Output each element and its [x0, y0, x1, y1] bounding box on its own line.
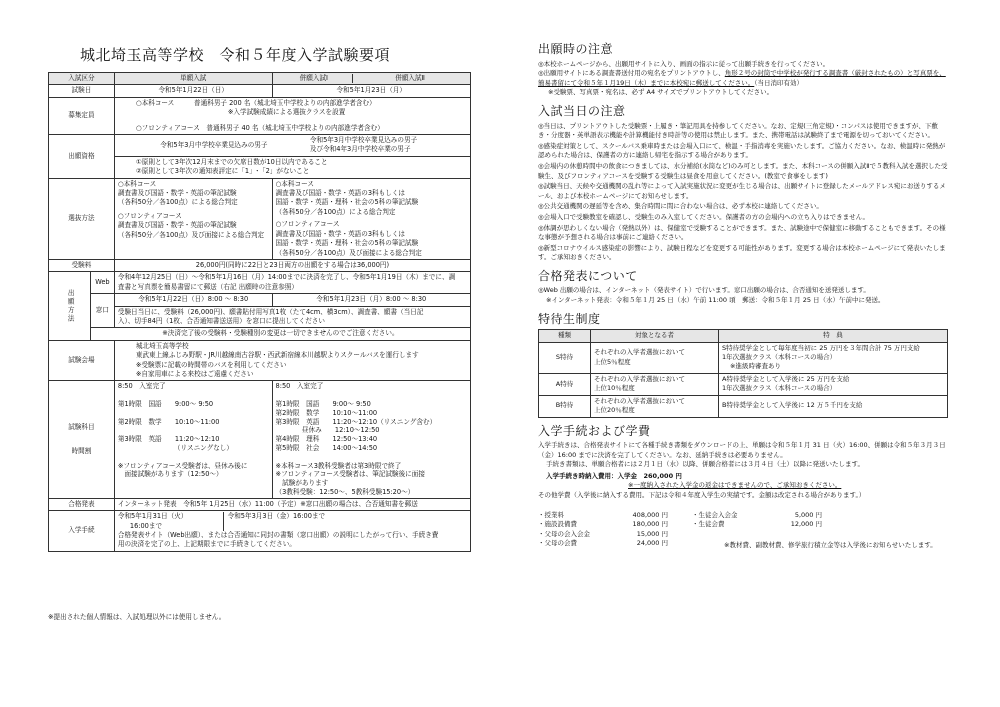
qualification-combo2: 令和5年3月中学校卒業見込みの男子: [309, 136, 418, 145]
fee-name: ・生徒会入会金: [692, 510, 738, 519]
fee-amount: 180,000 円: [632, 520, 668, 529]
section-title: 特待生制度: [538, 311, 601, 326]
paragraph: ※受験票、写真票・宛名は、必ず A4 サイズでプリントアウトしてください。: [548, 88, 774, 97]
list-line: 試験があります: [275, 479, 329, 488]
venue-line: 城北埼玉高等学校: [135, 341, 189, 350]
list-line: ◎新型コロナウイルス感染症の影響により、試験日程などを変更する可能性があります。変更する場合は本校ホームページにて発表いたします。ご承知おきください。: [538, 243, 946, 262]
list-line: ◎感染症対策として、スクールバス乗車時または会場入口にて、検温・手指消毒を実施いたします。ご協力ください。なお、検温時に発熱が認められた場合は、保護者の方に連絡し帰宅を指示する場合があります。: [538, 141, 946, 160]
apply-window-line: 受験日当日に、受験料（26,000円)、願書貼付用写真1枚（たて4cm、横3cm）、調査書、願書（当日記: [117, 307, 424, 316]
section-title: 入学手続および学費: [538, 423, 651, 438]
quota-content: [114, 97, 470, 134]
qualification-content: [114, 135, 470, 157]
text: ※進級時審査あり: [730, 362, 781, 371]
fee-amount: 5,000 円: [794, 510, 822, 519]
quota-line: ○本科コース 普通科男子 200 名（城北埼玉中学校よりの内部進学者含む）: [135, 98, 376, 107]
apply-warning: ※決済完了後の受験料・受験種別の変更は一切できませんのでご注意ください。: [90, 328, 470, 340]
method-line: 調査書及び国語・数学・英語の3科もしくは: [275, 229, 406, 238]
fee-item: [538, 511, 668, 521]
list-line: [276, 453, 467, 462]
list-line: ◎体調が思わしくない場合（発熱以外）は、保健室で受験することができます。また、試験途中で保健室に移動することもできます。その様な事態が予想される場合は事前にご連絡ください。: [538, 223, 946, 242]
fee-name: ・父母の会入会金: [538, 529, 590, 538]
list-line: [276, 391, 467, 400]
section-title: 合格発表について: [538, 268, 638, 283]
method-line: （各科50分／各100点）による総合判定: [275, 207, 396, 216]
privacy-footnote: ※提出された個人情報は、入試処理以外には使用しません。: [48, 613, 226, 621]
apply-window-date-single: 令和5年1月22日（日）8:00 ～ 8:30: [114, 294, 272, 306]
fee-item: [538, 530, 668, 540]
list-line: 第2時限 数学 10:10～11:00: [275, 408, 378, 417]
method-line: 国語・数学・英語・理科・社会の5科の筆記試験: [275, 198, 419, 207]
schedule-label-2: 時間割: [71, 446, 92, 455]
scholarship-kind: S特待: [539, 342, 591, 373]
list-line: ◎会場内の休憩時間中の飲食につきましては、水分補給(水筒など)のみ可とします。また、本科コースの併願入試Ⅱで５教科入試を選択した受験生、及びフロンティアコースを受験する受験生は昼食を用意してください。(教室で食事をします): [538, 161, 948, 180]
combo2-header: 併願入試Ⅱ: [395, 74, 425, 82]
venue-line: ※受験票に記載の時間帯のバスを利用してください: [135, 360, 287, 369]
scholarship-header: [539, 330, 948, 342]
procedure-date-combo: 令和5年3月3日（金）16:00まで: [227, 512, 326, 521]
text: S特待奨学金として毎年度当初に 25 万円を３年間合計 75 万円支給: [722, 343, 920, 352]
method-row: [49, 178, 471, 259]
procedure-date: 令和5年1月31日（火）: [117, 512, 188, 521]
underlined-text: もの）と写真票を、簡易書留にて令和５年１月19日（木）までに本校宛に郵送してください。: [538, 69, 946, 87]
apply-web-row: [49, 272, 471, 294]
fee-name: ・父母の会費: [538, 539, 577, 548]
method-line: ○本科コース: [117, 179, 157, 188]
procedure-line: 用の決済を完了の上、上記期限までに手続きしてください。: [117, 540, 296, 549]
scholarship-benefit: [719, 395, 948, 417]
fee-amount: 24,000 円: [636, 539, 668, 548]
venue-row: [49, 340, 471, 381]
list-line: ◎会場入口で受験教室を確認し、受験生のみ入室してください。保護者の方の会場内への立ち入りはできません。: [538, 212, 870, 221]
text: 1年次選抜クラス（本科コースの場合）: [722, 353, 837, 362]
text: 1年次選抜クラス（本科コースの場合）: [722, 384, 837, 393]
list-line: ※本科コース3教科受験者は第3時限で終了: [275, 461, 402, 470]
text: 上位20％程度: [594, 406, 635, 415]
paragraph: ◎本校ホームページから、出願用サイトに入り、画面の指示に従って出願手続きを行ってください。: [538, 59, 830, 68]
fee-amount: 408,000 円: [632, 510, 668, 519]
qualification-row: [49, 135, 471, 157]
list-line: 昼休み 12:10～12:50: [275, 426, 380, 435]
fee-name: ・授業料: [538, 510, 564, 519]
method-line: ○フロンティアコース: [117, 211, 182, 220]
list-line: [118, 453, 269, 462]
list-line: 8:50 入室完了: [117, 382, 166, 391]
fee-amount: 12,000 円: [790, 520, 822, 529]
method-line: 国語・数学・英語・理科・社会の5科の筆記試験: [275, 239, 419, 248]
exam-day-list: [538, 122, 948, 263]
section-title: 入試当日の注意: [538, 103, 626, 118]
right-column: [538, 42, 948, 560]
method-line: （各科50分／各100点）及び面接による総合判定: [117, 230, 265, 239]
text: 上位5％程度: [594, 357, 631, 366]
text: ◎出願用サイトにある調査書送付用の宛名をプリントアウトし、: [538, 69, 725, 78]
exam-date-row: [49, 85, 471, 97]
header-cell: 特 典: [719, 330, 948, 342]
header-row: [49, 73, 471, 85]
venue-line: ※自家用車による来校はご遠慮ください: [135, 369, 254, 378]
exam-guidelines-table: [48, 72, 471, 552]
apply-web-label: Web: [90, 272, 114, 294]
scholarship-who: [591, 342, 719, 373]
apply-warning-row: [49, 328, 471, 340]
apply-window-label: 窓口: [90, 294, 114, 328]
text: それぞれの入学者選抜において: [594, 348, 685, 357]
list-line: 第1時限 国語 9:00～ 9:50: [275, 399, 371, 408]
text: B特待奨学金として入学後に 12 万５千円を支給: [722, 401, 863, 410]
scholarship-kind: B特待: [539, 395, 591, 417]
list-line: 第3時限 英語 11:20～12:10: [117, 435, 220, 444]
fee-label: 受験料: [49, 259, 115, 271]
scholarship-table: [538, 329, 948, 417]
header-cell: 種類: [539, 330, 591, 342]
scholarship-benefit: [719, 373, 948, 395]
section-title: 出願時の注意: [538, 42, 614, 56]
quota-line: ○フロンティアコース 普通科男子 40 名（城北埼玉中学校よりの内部進学者含む）: [135, 123, 384, 132]
method-single: [114, 178, 272, 259]
fee-item: [538, 520, 668, 530]
result-text: インターネット発表 令和5年 1月25日（水）11:00（予定）※窓口出願の場合は、合否通知書を郵送: [114, 498, 470, 510]
section-application-notes: [538, 42, 948, 98]
list-line: 第4時限 理科 12:50～13:40: [275, 435, 378, 444]
fee-name: ・施設設備費: [538, 520, 577, 529]
method-line: 調査書及び国語・数学・英語の3科もしくは: [275, 189, 406, 198]
qualification-note: ①原則として3年次12月末までの欠席日数が10日以内であること: [135, 157, 328, 166]
result-label: 合格発表: [49, 498, 115, 510]
procedure-content: [114, 511, 470, 552]
list-line: ※フロンティアコース受験者は、昼休み後に: [117, 461, 248, 470]
section-scholarship: [538, 311, 948, 418]
list-line: （リスニングなし）: [117, 443, 233, 452]
schedule-combo: [272, 381, 470, 498]
venue-content: [114, 340, 470, 381]
list-line: [118, 409, 269, 418]
text: （当日消印有効）: [754, 78, 804, 87]
paragraph: ◎Web 出願の場合は、インターネット（発表サイト）で行います。窓口出願の場合は、合否通知を送発送します。: [538, 286, 870, 295]
combo1-header: 併願入試Ⅰ: [276, 74, 354, 83]
schedule-single: [114, 381, 272, 498]
list-line: ◎試験当日、天候や交通機関の乱れ等によって入試実施状況に変更が生じる場合は、出願サイトに登録したメールアドレス宛にお送りするメール、および本校ホームページにてお知らせします。: [538, 182, 946, 200]
exam-date-combo2: 令和5年1月23日（月）: [272, 85, 470, 97]
fee-row: [49, 259, 471, 271]
list-line: 第1時限 国語 9:00～ 9:50: [117, 399, 214, 408]
underlined-text: 角形２号の封筒で中学校が発行する調査書（厳封された: [724, 69, 888, 78]
paragraph: 手続き書類は、単願合格者には２月１日（水）以降、併願合格者には３月４日（土）以降に発送いたします。: [546, 460, 864, 469]
list-line: ※フロンティアコース受験者は、筆記試験後に面接: [275, 470, 425, 479]
scholarship-who: [591, 395, 719, 417]
method-line: ○フロンティアコース: [275, 220, 340, 229]
section-exam-day-notes: [538, 103, 948, 263]
text: それぞれの入学者選抜において: [594, 374, 685, 383]
quota-label: 募集定員: [49, 97, 115, 134]
schedule-single-lines: [118, 382, 269, 479]
apply-web-content: [114, 272, 470, 294]
paragraph: ※インターネット発表：令和５年１月 25 日（水）午前 11:00 頃 郵送：令和５年１月 25 日（水）午前中に発送。: [546, 296, 885, 305]
qualification-note: ②原則として3年次の通知表評定に「1」･「2」がないこと: [135, 167, 310, 176]
category-header: 入試区分: [49, 73, 115, 85]
qualification-notes: [114, 156, 470, 178]
procedure-dates-single: [118, 512, 224, 531]
page-title: 城北埼玉高等学校 令和５年度入学試験要項: [80, 46, 391, 64]
list-line: 8:50 入室完了: [275, 382, 324, 391]
text: それぞれの入学者選抜において: [594, 396, 685, 405]
list-line: [118, 426, 269, 435]
fee-item: [538, 539, 668, 549]
apply-window-content: [114, 306, 470, 328]
text: A特待奨学金として入学後に 25 万円を支給: [722, 374, 850, 383]
paragraph: ※教材費、副教材費、修学旅行積立金等は入学後にお知らせいたします。: [724, 541, 937, 550]
list-line: ◎公共交通機関の遅延等を含め、集合時間に間に合わない場合は、必ず本校に連絡してください。: [538, 202, 823, 211]
quota-row: [49, 97, 471, 134]
fee-item: [692, 520, 822, 530]
combo-header-wrap: [272, 73, 470, 85]
apply-label: 出願方法: [49, 272, 91, 340]
method-line: （各科50分／各100点）及び面接による総合判定: [275, 248, 422, 257]
apply-web-line: 令和4年12月25日（日）～令和5年1月16日（月）14:00までに決済を完了し、令和5年1月19日（木）までに、調: [117, 273, 456, 282]
result-row: [49, 498, 471, 510]
venue-label: 試験会場: [49, 340, 115, 381]
paragraph: [538, 69, 948, 88]
list-line: 第2時限 数学 10:10～11:00: [117, 417, 220, 426]
fee-column: [538, 511, 668, 549]
list-line: ◎当日は、プリントアウトした受験票・上履き・筆記用具を持参してください。なお、定規(三角定規)・コンパスは使用できますが、下敷き・分度器・英単語表示機能や計算機能付き時計等の使用は禁止します。また、携帯電話は試験終了まで電源を切っておいてください。: [538, 121, 938, 140]
fee-name: ・生徒会費: [692, 520, 725, 529]
procedure-label: 入学手続: [49, 511, 115, 552]
method-line: （各科50分／各100点）による総合判定: [117, 198, 238, 207]
schedule-row: [49, 381, 471, 498]
venue-line: 東武東上線ふじみ野駅・JR川越線南古谷駅・西武新宿線本川越駅よりスクールバスを運行します: [135, 351, 419, 360]
qualification-combo2-b: 及び令和4年3月中学校卒業の男子: [309, 145, 411, 154]
list-line: 面接試験があります（12:50～）: [117, 470, 223, 479]
method-combo: [272, 178, 470, 259]
exam-date-label: 試験日: [49, 85, 115, 97]
scholarship-benefit: [719, 342, 948, 373]
text: 上位10％程度: [594, 384, 635, 393]
paragraph: ※一度納入された入学金の返金はできませんので、ご承知おきください。: [628, 481, 842, 490]
fee-text: 26,000円(同時に22日と23日両方の出願をする場合は36,000円): [114, 259, 470, 271]
qualification-single: 令和5年3月中学校卒業見込みの男子: [160, 140, 268, 149]
list-line: [118, 391, 269, 400]
method-line: 調査書及び国語・数学・英語の筆記試験: [117, 189, 237, 198]
list-line: 第5時限 社会 14:00～14:50: [275, 443, 378, 452]
scholarship-row: [539, 342, 948, 373]
apply-window-date-row: [49, 294, 471, 306]
list-line: 第3時限 英語 11:20～12:10（リスニング含む）: [275, 417, 437, 426]
apply-window-date-combo: 令和5年1月23日（月）8:00 ～ 8:30: [272, 294, 470, 306]
schedule-label: [49, 381, 115, 498]
schedule-combo-lines: [276, 382, 467, 496]
apply-window-line: 入）、切手84円（1枚、合否通知書送送用）を窓口に提出してください: [117, 316, 325, 325]
procedure-line: 合格発表サイト（Web出願）、または合否通知に同封の書類（窓口出願）の説明にしたがって行い、手続き費: [117, 530, 439, 539]
qualification-label: 出願資格: [49, 135, 115, 179]
fee-item: [692, 511, 822, 521]
enrollment-fee: 入学手続き時納入費用：入学金 260,000 円: [546, 471, 682, 480]
apply-web-line: 査書と写真票を簡易書留にて郵送（右記 出願時の注意参照）: [117, 282, 299, 291]
fee-amount: 15,000 円: [636, 529, 668, 538]
quota-line: ※入学試験成績による選抜クラスを設置: [227, 108, 346, 117]
section-results: [538, 268, 948, 306]
list-line: （3教科受験：12:50～、5教科受験15:20～）: [275, 487, 415, 496]
paragraph: その他学費（入学後に納入する費用。下記は令和４年度入学生の実績です。金額は改定される場合があります。）: [538, 491, 866, 500]
paragraph: 入学手続きは、合格発表サイトにて各種手続き書類をダウンロードの上、単願は令和５年１月 31 日（火）16:00、併願は令和５年３月３日（金）16:00 までに決済を完了してください。なお、延納手続きは必要ありません。: [538, 441, 946, 459]
scholarship-row: [539, 373, 948, 395]
section-enrollment: [538, 423, 948, 551]
header-cell: 対象となる者: [591, 330, 719, 342]
procedure-date: 16:00まで: [129, 521, 163, 530]
single-header: 単願入試: [114, 73, 272, 85]
scholarship-kind: A特待: [539, 373, 591, 395]
scholarship-row: [539, 395, 948, 417]
procedure-row: [49, 511, 471, 552]
method-label: 選抜方法: [49, 178, 115, 259]
exam-date-single: 令和5年1月22日（日）: [114, 85, 272, 97]
method-line: 調査書及び国語・数学・英語の筆記試験: [117, 221, 237, 230]
schedule-label-1: 試験科目: [68, 423, 95, 432]
method-line: ○本科コース: [275, 179, 314, 188]
scholarship-who: [591, 373, 719, 395]
